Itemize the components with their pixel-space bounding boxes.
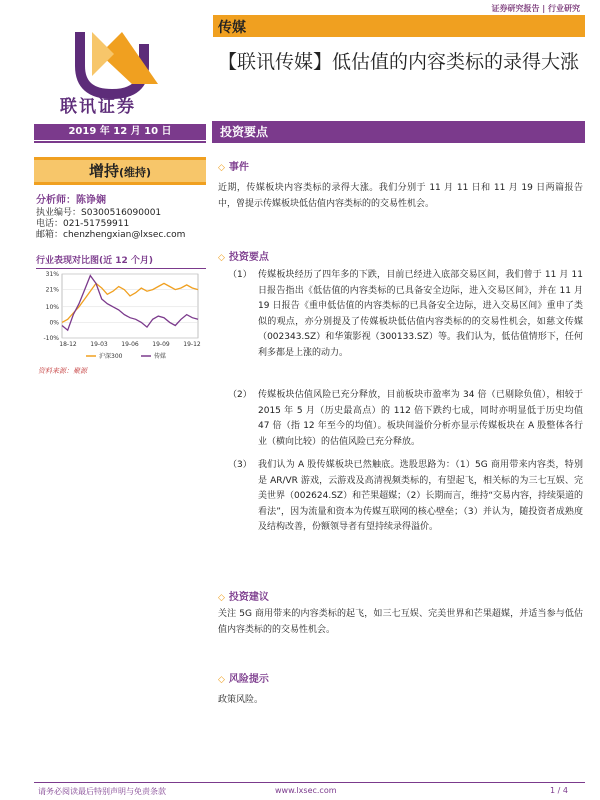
event-text: 近期，传媒板块内容类标的录得大涨。我们分别于 11 月 11 日和 11 月 19 日两篇报告中，曾提示传媒板块低估值内容类标的的交易性机会。 (218, 183, 583, 209)
sector-label: 传媒 (218, 20, 246, 36)
x-tick-label: 18-12 (59, 341, 77, 348)
legend-label: 沪深300 (99, 353, 123, 360)
point-text: 传媒板块经历了四年多的下跌，目前已经进入底部交易区间，我们曾于 11 月 11 日报告指出《低估值的内容类标的已具备安全边际，进入交易区间》，并在 11 月 19 日报告《重申低估值的内容类标的已具备安全边际，进入交易区间》重申了类似的观点，亦分别提及了传媒板块低估值内容类标的的交易性机会，如慈文传媒（002343.SZ）和华策影视（300133.SZ）等。我们认为，低估值情形下，任何利多都是上涨的动力。 (258, 270, 583, 358)
report-title: 【联讯传媒】低估值的内容类标的录得大涨 (218, 51, 580, 73)
chart-title: 行业表现对比图(近 12 个月) (36, 253, 206, 269)
y-tick-label: 0% (49, 319, 59, 327)
risk-heading: ◇ 风险提示 (218, 674, 269, 685)
footer-disclaimer[interactable]: 请务必阅读最后特别声明与免责条款 (38, 787, 166, 796)
rating-sub: (维持) (118, 166, 152, 179)
footer-page: 1 / 4 (550, 786, 568, 795)
advice-heading: ◇ 投资建议 (218, 592, 269, 603)
chart-source: 资料来源：聚源 (38, 367, 87, 375)
diamond-icon: ◇ (218, 675, 225, 685)
performance-chart (36, 268, 206, 366)
sector-bar (213, 15, 585, 37)
point-number: （3） (228, 460, 252, 470)
rating-box (34, 157, 206, 185)
point-text: 我们认为 A 股传媒板块已然触底。选股思路为：（1）5G 商用带来内容类，特别是 AR/VR 游戏，云游戏及高清视频类标的，有望起飞，相关标的为三七互娱、完美世界（002624.SZ）和芒果超媒；（2）长期而言，维持“交易内容，持续渠道的看法”，因为流量和资本为传媒互联网的核心壁垒；（3）并认为，随投资者成熟度及结构改善，份额领导者有望持续录得溢价。 (258, 460, 583, 532)
y-tick-label: -10% (43, 335, 59, 342)
analyst-info (36, 195, 185, 241)
footer-divider (34, 782, 585, 783)
analyst-email: 邮箱：chenzhengxian@lxsec.com (36, 230, 186, 240)
legend-label: 传媒 (154, 353, 167, 360)
x-tick-label: 19-09 (152, 341, 170, 348)
header-tag: 证券研究报告 | 行业研究 (491, 4, 580, 13)
plot-frame (62, 274, 198, 338)
logo-text: 联讯证券 (60, 97, 136, 117)
diamond-icon: ◇ (218, 253, 225, 263)
x-tick-label: 19-06 (121, 341, 139, 348)
analyst-phone: 电话：021-51759911 (36, 219, 130, 229)
point-number: （2） (228, 390, 252, 400)
diamond-icon: ◇ (218, 593, 225, 603)
x-tick-label: 19-12 (183, 341, 201, 348)
y-tick-label: 10% (45, 303, 59, 311)
y-tick-label: 31% (45, 271, 59, 278)
event-heading: ◇ 事件 (218, 162, 249, 173)
points-heading: ◇ 投资要点 (218, 252, 269, 263)
rating-main: 增持 (88, 162, 119, 180)
series-line (62, 283, 198, 322)
report-date: 2019 年 12 月 10 日 (34, 124, 206, 140)
summary-heading: 投资要点 (212, 121, 585, 143)
risk-text: 政策风险。 (218, 695, 264, 705)
point-item-1 (218, 268, 583, 361)
point-item-2 (218, 388, 583, 450)
point-text: 传媒板块估值风险已充分释放，目前板块市盈率为 34 倍（已剔除负值），相较于 2015 年 5 月（历史最高点）的 112 倍下跌约七成，同时亦明显低于历史均值 47 倍（指 12 年至今的均值）。板块间溢价分析亦显示传媒板块在 A 股整体各行业（横向比较）的估值风险已充分释放。 (258, 390, 583, 447)
analyst-label: 分析师： (36, 195, 76, 206)
x-tick-label: 19-03 (90, 341, 108, 348)
footer-url[interactable]: www.lxsec.com (275, 786, 337, 795)
analyst-name: 陈诤娴 (76, 195, 106, 206)
advice-text: 关注 5G 商用带来的内容类标的起飞，如三七互娱、完美世界和芒果超媒，并适当参与低估值内容类标的的交易性机会。 (218, 609, 583, 635)
point-number: （1） (228, 270, 252, 280)
analyst-license: 执业编号：S0300516090001 (36, 208, 162, 218)
point-item-3 (218, 458, 583, 536)
y-tick-label: 21% (45, 286, 59, 294)
diamond-icon: ◇ (218, 163, 225, 173)
